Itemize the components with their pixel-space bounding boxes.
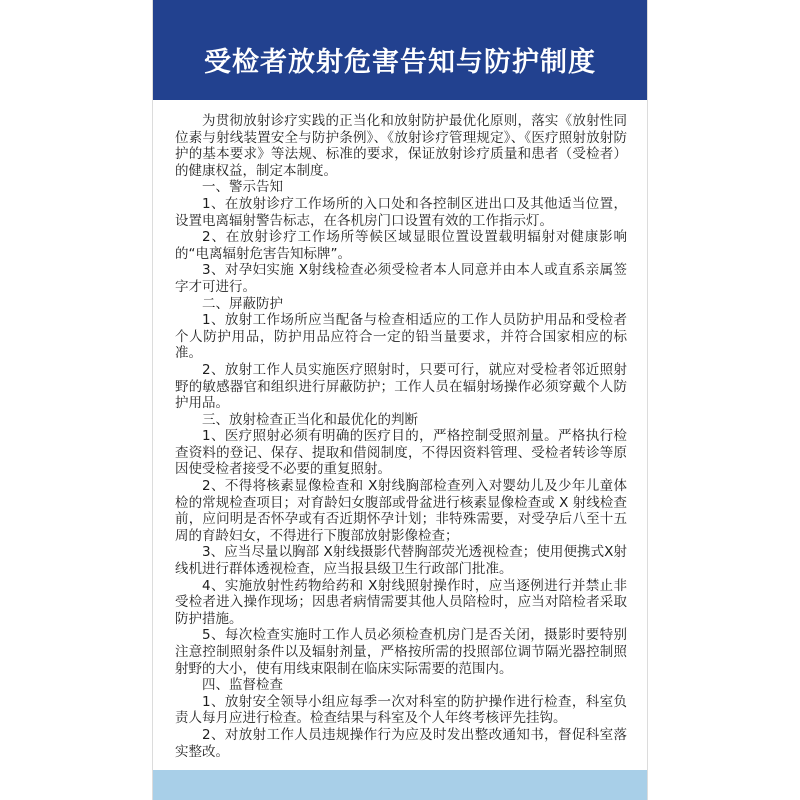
list-item: 2、放射工作人员实施医疗照射时，只要可行，就应对受检者邻近照射野的敏感器官和组织进行屏蔽防护；工作人员在辐射场操作必须穿戴个人防护用品。 <box>175 361 627 412</box>
title-banner <box>153 0 647 100</box>
list-item: 3、应当尽量以胸部 X射线摄影代替胸部荧光透视检查；使用便携式X射线机进行群体透视检查，应当报县级卫生行政部门批准。 <box>175 544 627 578</box>
section-heading-shielding: 二、屏蔽防护 <box>202 295 283 312</box>
list-item: 3、对孕妇实施 X射线检查必须受检者本人同意并由本人或直系亲属签字才可进行。 <box>175 262 627 295</box>
list-item: 2、对放射工作人员违规操作行为应及时发出整改通知书，督促科室落实整改。 <box>175 726 627 760</box>
list-item: 1、医疗照射必须有明确的医疗目的，严格控制受照剂量。严格执行检查资料的登记、保存、提取和借阅制度，不得因资料管理、受检者转诊等原因使受检者接受不必要的重复照射。 <box>175 428 627 478</box>
list-item: 1、放射安全领导小组应每季一次对科室的防护操作进行检查，科室负责人每月应进行检查。检查结果与科室及个人年终考核评先挂钩。 <box>175 693 627 727</box>
page-title: 受检者放射危害告知与防护制度 <box>204 46 596 78</box>
section-heading-warning: 一、警示告知 <box>202 179 283 196</box>
notice-board <box>152 0 648 800</box>
intro-paragraph: 为贯彻放射诊疗实践的正当化和放射防护最优化原则，落实《放射性同位素与射线装置安全与防护条例》、《放射诊疗管理规定》、《医疗照射放射防护的基本要求》等法规、标准的要求，保证放射诊疗质量和患者（受检者）的健康权益，制定本制度。 <box>175 113 627 179</box>
notice-body <box>175 113 627 760</box>
list-item: 2、不得将核素显像检查和 X射线胸部检查列入对婴幼儿及少年儿童体检的常规检查项目；对育龄妇女腹部或骨盆进行核素显像检查或 X 射线检查前，应问明是否怀孕或有否近期怀孕计划；非特殊需要，对受孕后八至十五周的育龄妇女，不得进行下腹部放射影像检查； <box>175 478 627 544</box>
section-heading-justification: 三、放射检查正当化和最优化的判断 <box>202 411 418 428</box>
list-item: 1、在放射诊疗工作场所的入口处和各控制区进出口及其他适当位置，设置电离辐射警告标志，在各机房门口设置有效的工作指示灯。 <box>175 195 627 229</box>
list-item: 2、在放射诊疗工作场所等候区域显眼位置设置载明辐射对健康影响的“电离辐射危害告知标牌”。 <box>175 229 627 262</box>
footer-bar <box>153 770 647 800</box>
list-item: 4、实施放射性药物给药和 X射线照射操作时，应当逐例进行并禁止非受检者进入操作现场；因患者病情需要其他人员陪检时，应当对陪检者采取防护措施。 <box>175 577 627 627</box>
section-heading-supervision: 四、监督检查 <box>202 677 283 694</box>
list-item: 5、每次检查实施时工作人员必须检查机房门是否关闭，摄影时要特别注意控制照射条件以及辐射剂量，严格按所需的投照部位调节隔光器控制照射野的大小，使有用线束限制在临床实际需要的范围内。 <box>175 627 627 677</box>
list-item: 1、放射工作场所应当配备与检查相适应的工作人员防护用品和受检者个人防护用品，防护用品应符合一定的铅当量要求，并符合国家相应的标准。 <box>175 312 627 362</box>
